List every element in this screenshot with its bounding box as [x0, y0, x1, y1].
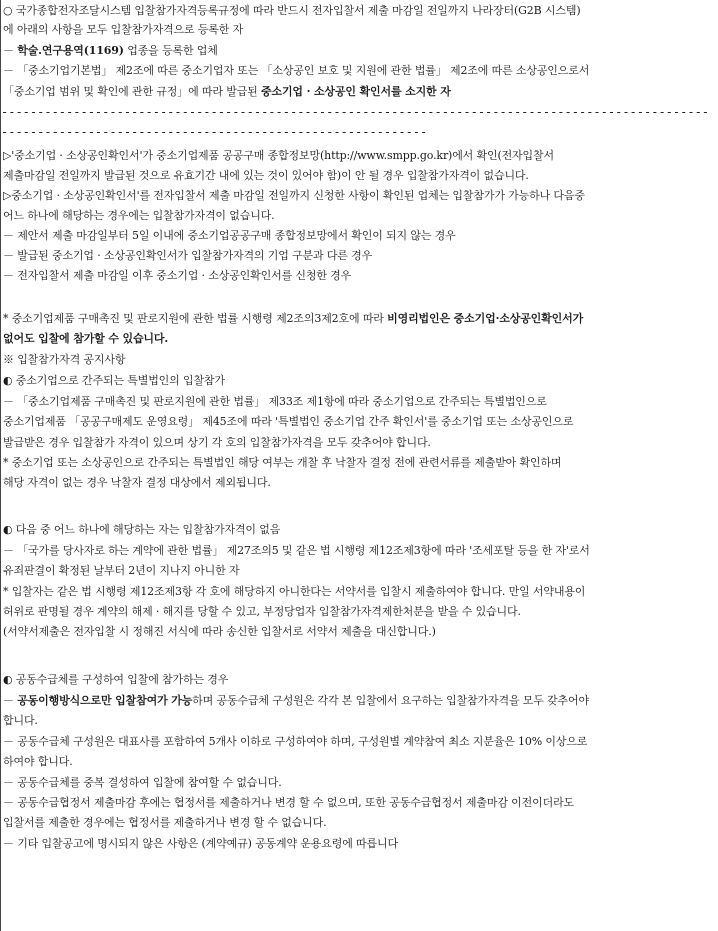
nonprofit-note-bold: 비영리법인은 중소기업·소상공인확인서가: [387, 312, 584, 325]
joint-bid-heading: ◐ 공동수급체를 구성하여 입찰에 참가하는 경우: [3, 673, 229, 686]
special-corp-line-2: 중소기업제품 「공공구매제도 운영요령」 제45조에 따라 '특별법인 중소기업 간주 확인서'를 중소기업 또는 소상공인으로: [3, 415, 574, 428]
joint-agreement-line-2: 입찰서를 제출한 경우에는 협정서를 제출하거나 변경 할 수 없습니다.: [3, 816, 327, 829]
pledge-note-2: 허위로 판명될 경우 계약의 해제 · 해지를 당할 수 있고, 부정당업자 입찰참가자격제한처분을 받을 수 있습니다.: [3, 605, 521, 618]
industry-registration-line: [3, 43, 716, 60]
joint-member-line-1: － 공동수급체 구성원은 대표사를 포함하여 5개사 이하로 구성하여야 하며, 구성원별 계약참여 최소 지분율은 10% 이상으로: [3, 735, 588, 748]
smpp-check-line-2: 제출마감일 전일까지 발급된 것으로 유효기간 내에 있는 것이 있어야 함)이 안 될 경우 입찰참가자격이 없습니다.: [3, 169, 529, 182]
nonprofit-note-bold-2: 없어도 입찰에 참가할 수 있습니다.: [3, 332, 169, 345]
notice-heading: ※ 입찰참가자격 공지사항: [3, 353, 126, 366]
disqualify-case-2: － 발급된 중소기업 · 소상공인확인서가 입찰참가자격의 기업 구분과 다른 경우: [3, 249, 373, 262]
smpp-check-line-1: ▷'중소기업 · 소상공인확인서'가 중소기업제품 공공구매 종합정보망(http://www.smpp.go.kr)에서 확인(전자입찰서: [3, 149, 554, 162]
nonprofit-note-line-2: [3, 331, 716, 348]
special-corp-line-1: － 「중소기업제품 구매촉진 및 판로지원에 관한 법률」 제33조 제1항에 따라 중소기업으로 간주되는 특별법인으로: [3, 395, 547, 408]
disqualify-case-1: － 제안서 제출 마감일부터 5일 이내에 중소기업공공구매 종합정보망에서 확인이 되지 않는 경우: [3, 229, 456, 242]
tax-evasion-line-1: － 「국가를 당사자로 하는 계약에 관한 법률」 제27조의5 및 같은 법 시행령 제12조제3항에 따라 '조세포탈 등을 한 자'로서: [3, 544, 590, 557]
joint-method-line: [3, 693, 716, 710]
industry-suffix: 업종을 등록한 업체: [123, 44, 218, 57]
sme-certificate-requirement: 중소기업 · 소상공인 확인서를 소지한 자: [261, 85, 451, 98]
pending-application-line-1: ▷중소기업 · 소상공인확인서'를 전자입찰서 제출 마감일 전일까지 신청한 사항이 확인된 업체는 입찰참가가 가능하나 다음중: [3, 189, 585, 202]
pledge-note-3: (서약서제출은 전자입찰 시 정해진 서식에 따라 송신한 입찰서로 서약서 제출을 대신합니다.): [3, 625, 436, 638]
sme-certificate-prefix: 「중소기업 범위 및 확인에 관한 규정」에 따라 발급된: [3, 85, 261, 98]
sme-certificate-line: [3, 84, 716, 101]
eligibility-intro-line-2: 에 아래의 사항을 모두 입찰참가자격으로 등록한 자: [3, 23, 244, 36]
joint-duplicate-line: － 공동수급체를 중복 결성하여 입찰에 참여할 수 없습니다.: [3, 776, 282, 789]
disqualify-case-3: － 전자입찰서 제출 마감일 이후 중소기업 · 소상공인확인서를 신청한 경우: [3, 269, 352, 282]
industry-prefix: －: [3, 44, 18, 57]
special-corp-note-1: * 중소기업 또는 소상공인으로 간주되는 특별법인 해당 여부는 개찰 후 낙찰자 결정 전에 관련서류를 제출받아 확인하며: [3, 456, 562, 469]
eligibility-intro-line-1: ○ 국가종합전자조달시스템 입찰참가자격등록규정에 따라 반드시 전자입찰서 제출 마감일 전일까지 나라장터(G2B 시스템): [3, 4, 581, 17]
joint-method-suffix: 하며 공동수급체 구성원은 각각 본 입찰에서 요구하는 입찰참가자격을 모두 갖추어야: [192, 694, 589, 707]
joint-method-bold: 공동이행방식으로만 입찰참여가 가능: [17, 694, 193, 707]
joint-agreement-line-1: － 공동수급협정서 제출마감 후에는 협정서를 제출하거나 변경 할 수 없으며, 또한 공동수급협정서 제출마감 이전이더라도: [3, 796, 575, 809]
special-corp-heading: ◐ 중소기업으로 간주되는 특별법인의 입찰참가: [3, 374, 225, 387]
nonprofit-note-line-1: [3, 311, 716, 328]
ineligible-heading: ◐ 다음 중 어느 하나에 해당하는 자는 입찰참가자격이 없음: [3, 523, 281, 536]
nonprofit-note-prefix: * 중소기업제품 구매촉진 및 판로지원에 관한 법률 시행령 제2조의3제2호에 따라: [3, 312, 388, 325]
special-corp-note-2: 해당 자격이 없는 경우 낙찰자 결정 대상에서 제외됩니다.: [3, 476, 271, 489]
joint-other-line: － 기타 입찰공고에 명시되지 않은 사항은 (계약예규) 공동계약 운용요령에 따릅니다: [3, 837, 398, 850]
joint-method-line-2: 합니다.: [3, 714, 38, 727]
industry-code: 학술.연구용역(1169): [17, 44, 124, 57]
joint-member-line-2: 하여야 합니다.: [3, 755, 73, 768]
tax-evasion-line-2: 유죄판결이 확정된 날부터 2년이 지나지 아니한 자: [3, 564, 240, 577]
divider-dashes-2: -----------------------------------------------------------: [1, 125, 428, 139]
pledge-note-1: * 입찰자는 같은 법 시행령 제12조제3항 각 호에 해당하지 아니한다는 서약서를 입찰시 제출하여야 합니다. 만일 서약내용이: [3, 585, 586, 598]
sme-law-line: － 「중소기업기본법」 제2조에 따른 중소기업자 또는 「소상공인 보호 및 지원에 관한 법률」 제2조에 따른 소상공인으로서: [3, 64, 590, 77]
joint-method-prefix: －: [3, 694, 18, 707]
divider-dashes-1: --------------------------------------------------------------------------------------------------: [1, 105, 710, 119]
special-corp-line-3: 발급받은 경우 입찰참가 자격이 있으며 상기 각 호의 입찰참가자격을 모두 갖추어야 합니다.: [3, 436, 431, 449]
pending-application-line-2: 어느 하나에 해당하는 경우에는 입찰참가자격이 없습니다.: [3, 209, 275, 222]
